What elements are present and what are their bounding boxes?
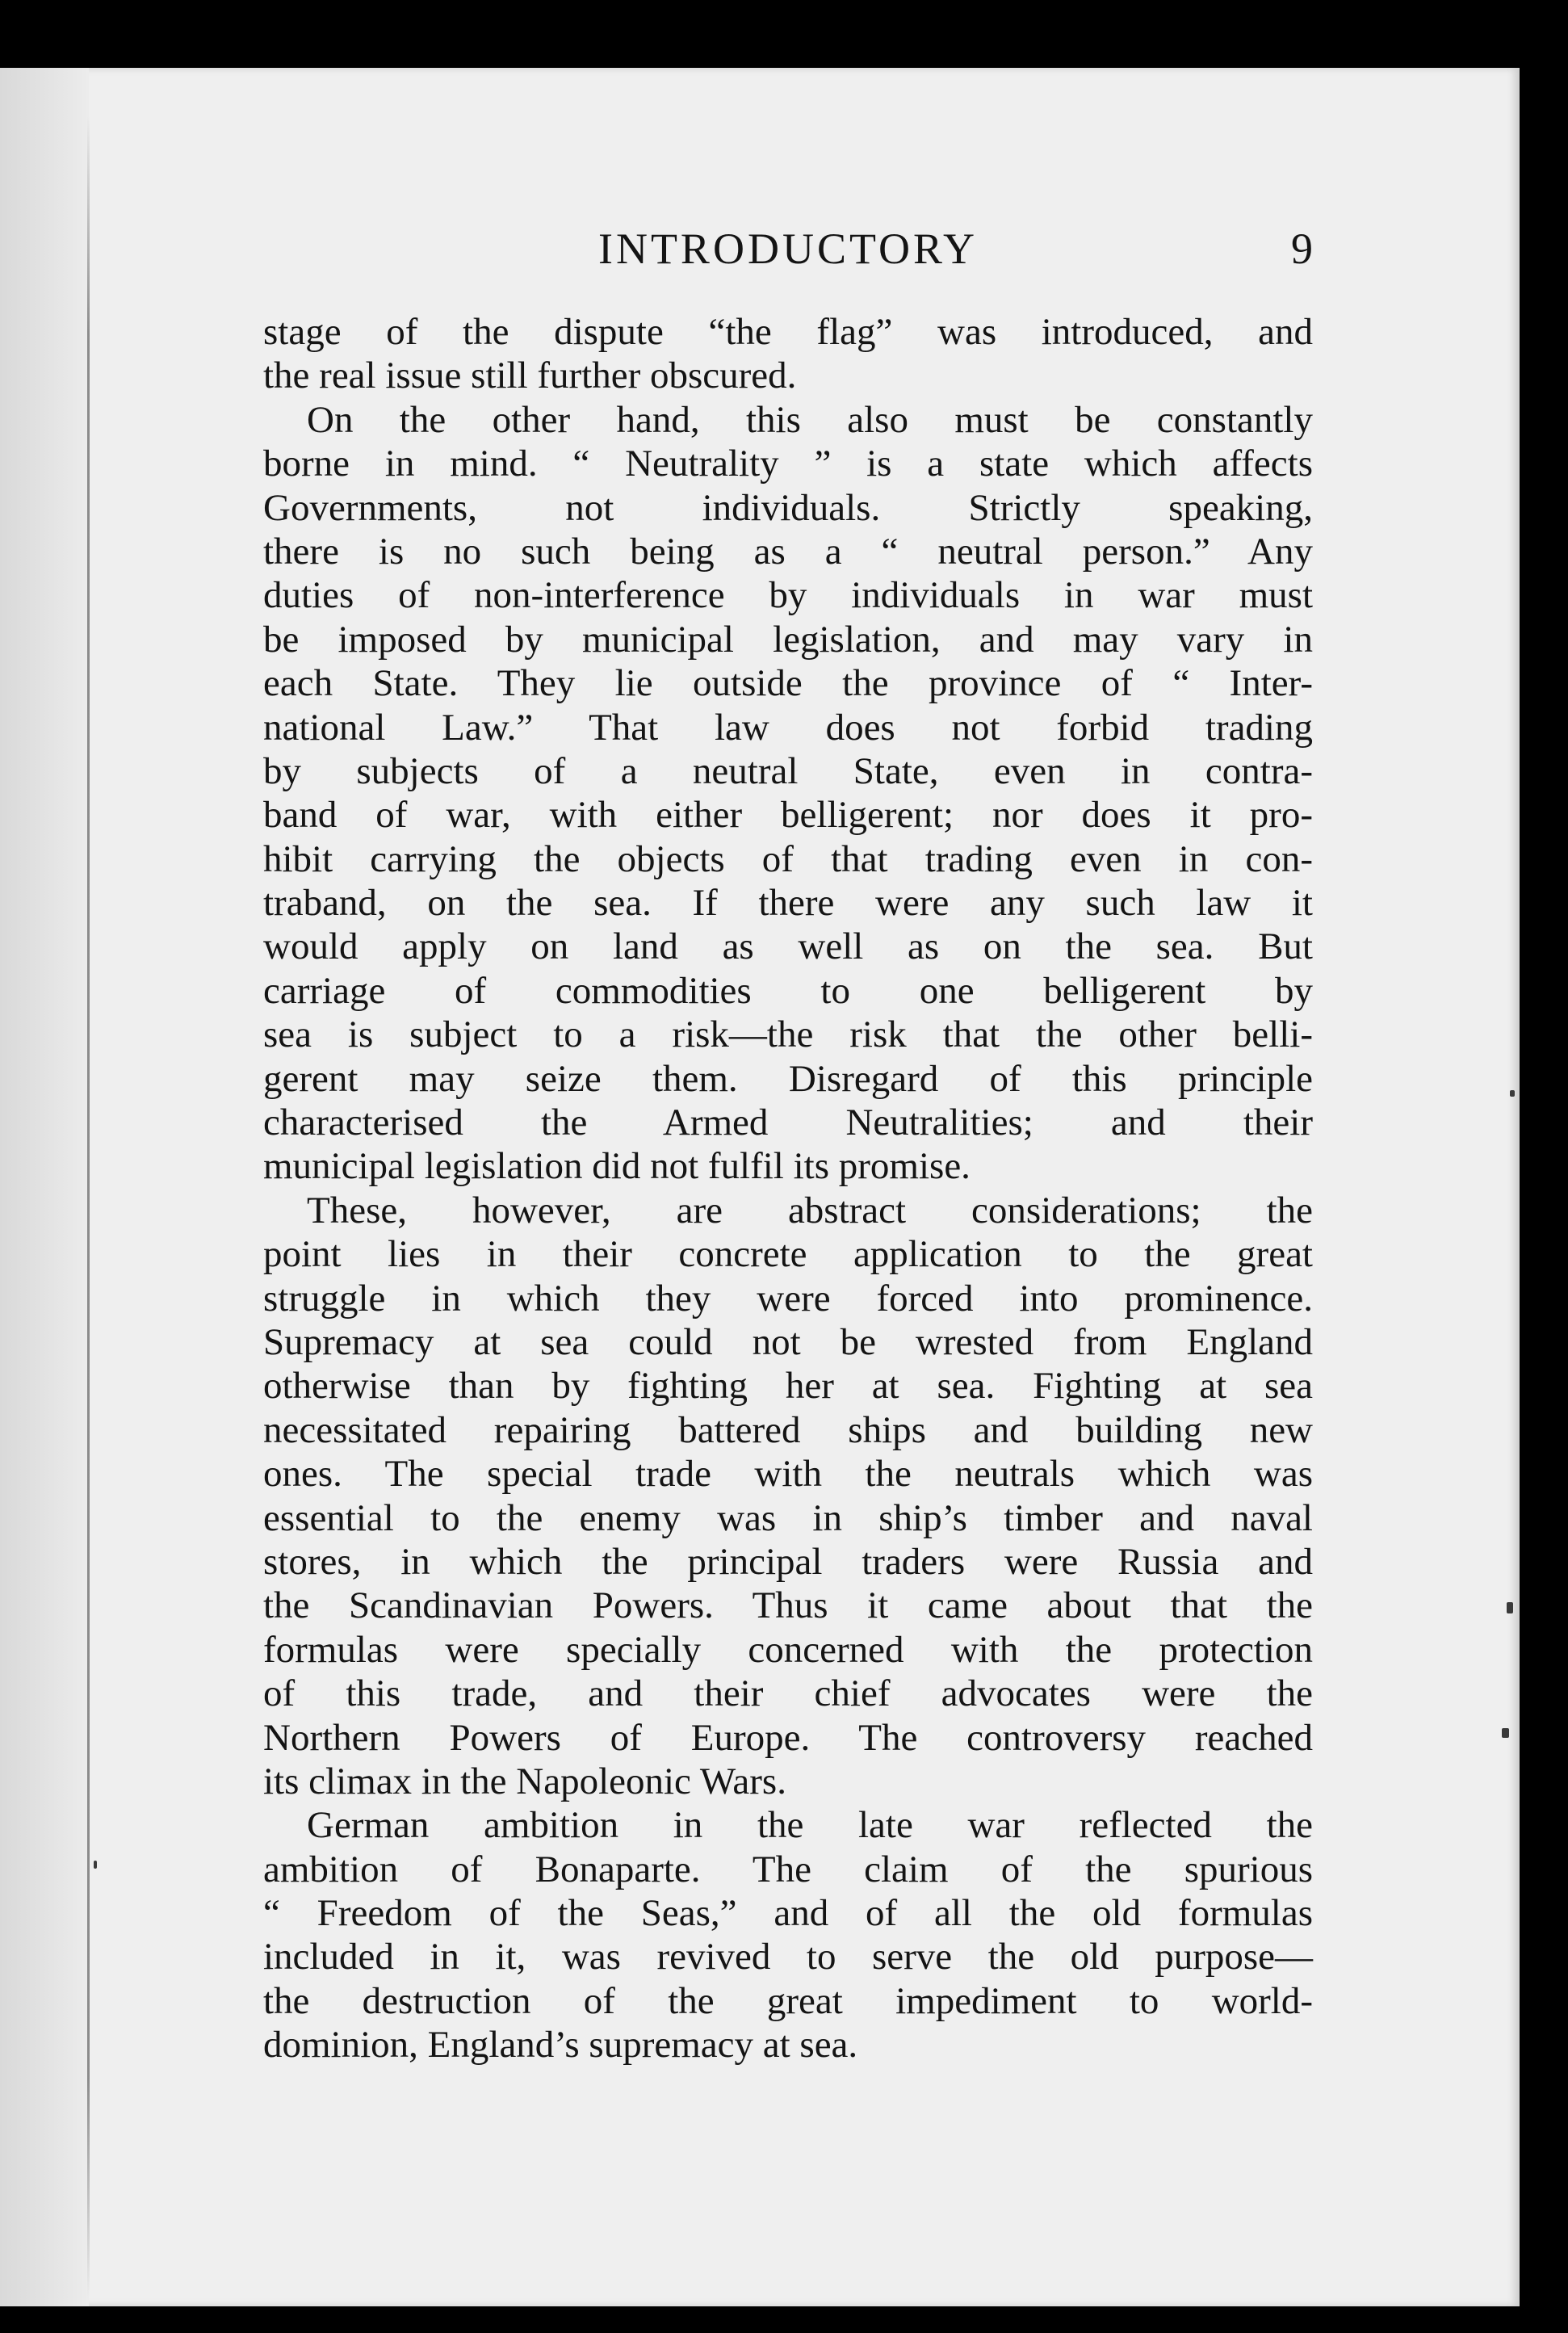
text-line: municipal legislation did not fulfil its promise. bbox=[263, 1145, 971, 1188]
book-page bbox=[0, 68, 1520, 2306]
text-line: of this trade, and their chief advocates were the bbox=[263, 1672, 1313, 1715]
text-line: carriage of commodities to one belligerent by bbox=[263, 969, 1313, 1012]
text-line: struggle in which they were forced into prominence. bbox=[263, 1277, 1313, 1320]
text-line: Supremacy at sea could not be wrested from England bbox=[263, 1320, 1313, 1363]
running-title: INTRODUCTORY bbox=[597, 224, 979, 273]
text-line: by subjects of a neutral State, even in contra- bbox=[263, 749, 1313, 792]
text-line: These, however, are abstract considerations; the bbox=[307, 1189, 1313, 1232]
text-line: gerent may seize them. Disregard of this principle bbox=[263, 1057, 1313, 1100]
gutter-shade bbox=[0, 68, 89, 2306]
scan-speck bbox=[1502, 1728, 1509, 1738]
text-line: On the other hand, this also must be constantly bbox=[307, 398, 1313, 441]
scan-speck bbox=[94, 1861, 97, 1869]
text-line: the Scandinavian Powers. Thus it came about that the bbox=[263, 1584, 1313, 1627]
text-line: traband, on the sea. If there were any such law it bbox=[263, 882, 1313, 925]
text-line: be imposed by municipal legislation, and may vary in bbox=[263, 618, 1313, 661]
text-line: otherwise than by fighting her at sea. Fighting at sea bbox=[263, 1365, 1313, 1408]
text-line: Governments, not individuals. Strictly speaking, bbox=[263, 486, 1313, 529]
text-line: hibit carrying the objects of that trading even in con- bbox=[263, 837, 1313, 880]
gutter-line bbox=[87, 116, 90, 2297]
text-line: borne in mind. “ Neutrality ” is a state which affects bbox=[263, 443, 1313, 485]
text-line: dominion, England’s supremacy at sea. bbox=[263, 2024, 858, 2067]
text-line: duties of non-interference by individuals in war must bbox=[263, 574, 1313, 617]
text-line: its climax in the Napoleonic Wars. bbox=[263, 1760, 786, 1802]
text-line: would apply on land as well as on the sea. But bbox=[263, 925, 1313, 968]
text-line: “ Freedom of the Seas,” and of all the old formulas bbox=[263, 1892, 1313, 1935]
page-number: 9 bbox=[1291, 224, 1313, 273]
body-text bbox=[263, 310, 1313, 2067]
text-line: the real issue still further obscured. bbox=[263, 355, 797, 397]
text-line: point lies in their concrete application to the great bbox=[263, 1233, 1313, 1276]
text-line: ambition of Bonaparte. The claim of the spurious bbox=[263, 1848, 1313, 1890]
text-line: characterised the Armed Neutralities; and their bbox=[263, 1101, 1313, 1144]
text-line: sea is subject to a risk—the risk that the other belli- bbox=[263, 1013, 1313, 1056]
text-line: stores, in which the principal traders were Russia and bbox=[263, 1540, 1313, 1583]
text-line: German ambition in the late war reflected the bbox=[307, 1804, 1313, 1847]
text-line: national Law.” That law does not forbid trading bbox=[263, 706, 1313, 749]
scan-speck bbox=[1510, 1090, 1515, 1097]
text-line: each State. They lie outside the province of “ Inter- bbox=[263, 662, 1313, 705]
text-line: there is no such being as a “ neutral person.” Any bbox=[263, 530, 1313, 573]
text-line: the destruction of the great impediment to world- bbox=[263, 1979, 1313, 2022]
text-line: essential to the enemy was in ship’s timber and naval bbox=[263, 1496, 1313, 1539]
running-head bbox=[263, 223, 1313, 275]
text-line: formulas were specially concerned with the protection bbox=[263, 1628, 1313, 1671]
text-line: ones. The special trade with the neutrals which was bbox=[263, 1453, 1313, 1496]
text-line: included in it, was revived to serve the old purpose— bbox=[263, 1936, 1313, 1978]
text-line: Northern Powers of Europe. The controversy reached bbox=[263, 1716, 1313, 1759]
text-line: band of war, with either belligerent; nor does it pro- bbox=[263, 794, 1313, 837]
scan-speck bbox=[1507, 1602, 1513, 1613]
text-line: stage of the dispute “the flag” was introduced, and bbox=[263, 311, 1313, 353]
text-line: necessitated repairing battered ships and building new bbox=[263, 1408, 1313, 1451]
